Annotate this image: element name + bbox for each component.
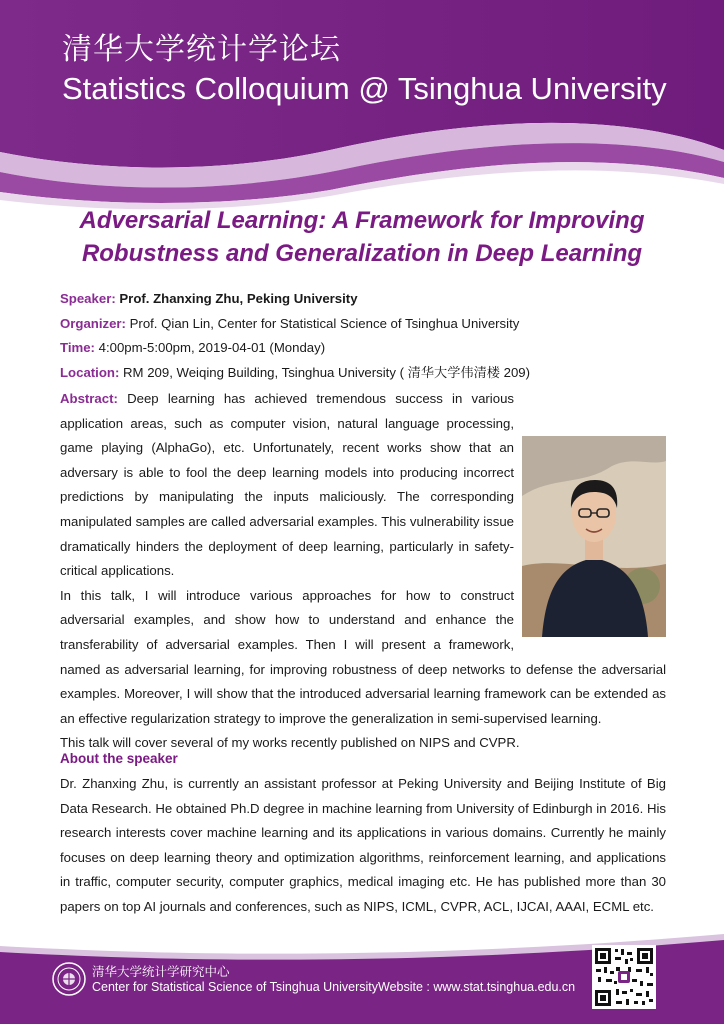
talk-title-line-2: Robustness and Generalization in Deep Learning	[81, 240, 643, 267]
organizer-row	[60, 312, 666, 337]
colloquium-title-chinese: 清华大学统计学论坛	[62, 32, 341, 67]
location-label: Location:	[60, 364, 120, 380]
footer-org-english: Center for Statistical Science of Tsinghua University	[92, 980, 379, 994]
talk-title-line-1: Adversarial Learning: A Framework for Improving	[79, 207, 645, 234]
speaker-photo-illustration	[522, 436, 666, 637]
location-row	[60, 361, 666, 386]
speaker-photo	[522, 436, 666, 637]
abstract-text-1: Deep learning has achieved tremendous success in various application areas, such as computer vision, natural language processing, game playing (AlphaGo), etc. Unfortunately, recent works show that an adversary is able to fool the deep learning models into producing incorrect predictions by manipulating the inputs maliciously. The corresponding manipulated samples are called adversarial examples. This vulnerability issue dramatically hinders the deployment of deep learning, particularly in safety-critical applications.	[60, 391, 514, 579]
location-value: RM 209, Weiqing Building, Tsinghua University ( 清华大学伟清楼 209)	[123, 364, 531, 380]
time-value: 4:00pm-5:00pm, 2019-04-01 (Monday)	[98, 340, 326, 356]
tsinghua-seal-icon	[52, 962, 86, 996]
abstract-paragraph-3: This talk will cover several of my works recently published on NIPS and CVPR.	[60, 735, 520, 751]
abstract-label: Abstract:	[60, 391, 118, 406]
footer-website-link[interactable]: Website : www.stat.tsinghua.edu.cn	[378, 980, 576, 994]
talk-title	[0, 204, 724, 270]
talk-details	[60, 287, 666, 385]
about-speaker-heading: About the speaker	[60, 751, 178, 766]
speaker-value: Prof. Zhanxing Zhu, Peking University	[119, 291, 358, 306]
time-row	[60, 336, 666, 361]
header-text	[62, 32, 667, 108]
speaker-label: Speaker:	[60, 291, 116, 306]
organizer-value: Prof. Qian Lin, Center for Statistical Science of Tsinghua University	[129, 315, 520, 331]
abstract-paragraph-2: In this talk, I will introduce various approaches for how to construct adversarial examples, and show how to understand and enhance the transferability of adversarial examples. Then I will present a framework, named as adversarial learning, for improving robustness of deep networks to defense the adversarial examples. Moreover, I will show that the introduced adversarial learning framework can be extended as an effective regularization strategy to improve the generalization in semi-supervised learning.	[60, 587, 666, 726]
time-label: Time:	[60, 340, 95, 356]
about-speaker-text: Dr. Zhanxing Zhu, is currently an assistant professor at Peking University and Beijing Institute of Big Data Research. He obtained Ph.D degree in machine learning from University of Edinburgh in 2016. His research interests cover machine learning and its applications in various domains. Currently he mainly focuses on deep learning theory and optimization algorithms, reinforcement learning, and applications in traffic, computer security, computer graphics, medical imaging etc. He has published more than 30 papers on top AI journals and conferences, such as NIPS, ICML, CVPR, ACL, IJCAI, AAAI, ECML etc.	[60, 776, 666, 914]
qr-code-icon[interactable]	[592, 945, 656, 1009]
abstract-section	[60, 387, 666, 756]
footer-org-chinese: 清华大学统计学研究中心	[92, 964, 230, 979]
organizer-label: Organizer:	[60, 315, 126, 331]
speaker-row	[60, 287, 666, 312]
colloquium-title-english: Statistics Colloquium @ Tsinghua University	[62, 71, 667, 106]
